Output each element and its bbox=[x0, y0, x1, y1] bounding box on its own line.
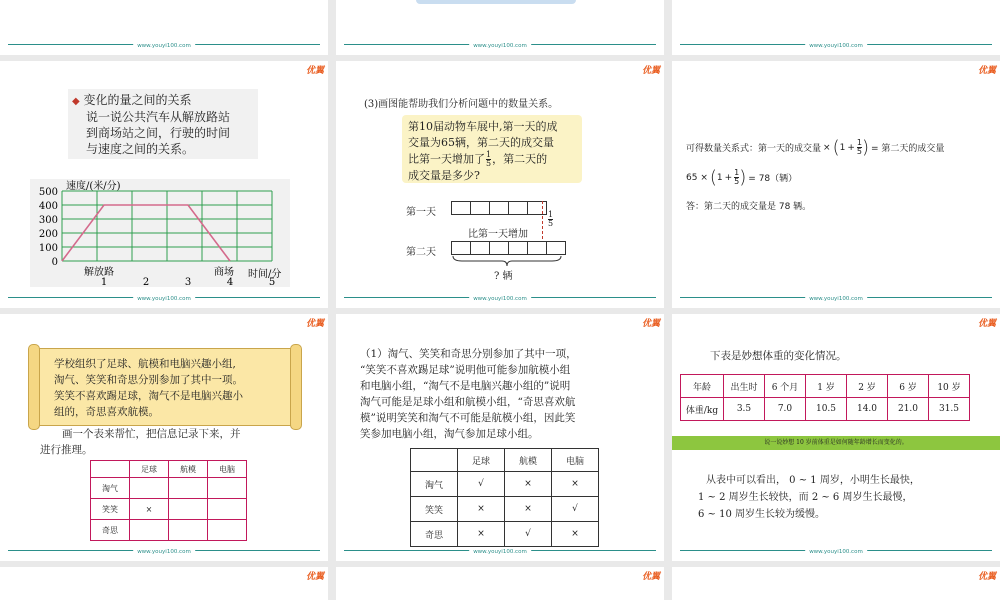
table-cell: √ bbox=[458, 472, 505, 497]
section-heading bbox=[72, 91, 192, 108]
slide-reasoning-answer[interactable] bbox=[336, 314, 664, 561]
row-label: 淘气 bbox=[411, 472, 458, 497]
row-label: 奇思 bbox=[411, 522, 458, 547]
table-row bbox=[411, 472, 599, 497]
scroll-line: 学校组织了足球、航模和电脑兴趣小组, bbox=[54, 358, 236, 370]
table-cell: 7.0 bbox=[765, 398, 806, 421]
table-cell: × bbox=[505, 472, 552, 497]
weight-table bbox=[680, 374, 970, 421]
table-cell[interactable] bbox=[208, 520, 247, 541]
problem-box bbox=[402, 115, 582, 183]
prompt-text bbox=[40, 426, 241, 458]
reasoning-line: “笑笑不喜欢踢足球”说明他可能参加航模小组 bbox=[360, 364, 571, 376]
day2-label: 第二天 bbox=[406, 247, 436, 258]
conclusion-line: 1 ~ 2 周岁生长较快，而 2 ~ 6 周岁生长最慢， bbox=[698, 492, 913, 503]
table-cell: √ bbox=[505, 522, 552, 547]
fraction bbox=[486, 151, 491, 168]
table-row bbox=[91, 478, 247, 499]
table-cell[interactable] bbox=[169, 499, 208, 520]
x-tick-label: 1 bbox=[100, 277, 108, 288]
prompt-line: 画一个表来帮忙，把信息记录下来，并 bbox=[62, 428, 241, 440]
question-label: ? 辆 bbox=[494, 271, 513, 282]
dashed-guide bbox=[542, 201, 543, 239]
table-cell: 21.0 bbox=[888, 398, 929, 421]
table-row bbox=[91, 520, 247, 541]
table-header-row bbox=[91, 461, 247, 478]
increase-label: 比第一天增加 bbox=[468, 229, 528, 240]
slide-bottom-left bbox=[0, 567, 328, 600]
banner-text: 说一说妙想 10 岁前体重是如何随年龄增长而变化的。 bbox=[764, 439, 908, 446]
table-cell[interactable] bbox=[169, 520, 208, 541]
table-header: 6 个月 bbox=[765, 375, 806, 398]
logo: 优翼 bbox=[641, 572, 660, 582]
total-brace bbox=[452, 255, 562, 267]
relation-text: 可得数量关系式：第一天的成交量 bbox=[686, 144, 822, 154]
table-header: 足球 bbox=[458, 449, 505, 472]
scroll-line: 淘气、笑笑和奇思分别参加了其中一项。 bbox=[54, 374, 243, 386]
empty-reasoning-table bbox=[90, 460, 247, 541]
diamond-icon: ◆ bbox=[72, 96, 80, 107]
slide-bottom-middle bbox=[336, 567, 664, 600]
footer-url: www.youyi100.com bbox=[805, 296, 867, 302]
question-line: 到商场站之间，行驶的时间 bbox=[86, 126, 231, 140]
table-row bbox=[91, 499, 247, 520]
row-label: 奇思 bbox=[91, 520, 130, 541]
speed-time-chart bbox=[20, 179, 300, 289]
footer-url: www.youyi100.com bbox=[805, 43, 867, 49]
table-cell bbox=[91, 461, 130, 478]
fraction-denominator: 5 bbox=[548, 219, 554, 228]
problem-line bbox=[408, 151, 576, 168]
day1-bar bbox=[452, 201, 547, 215]
reasoning-text bbox=[360, 346, 577, 442]
question-line: 说一说公共汽车从解放路站 bbox=[86, 110, 231, 124]
slide-bottom-right bbox=[672, 567, 1000, 600]
slide-speed-graph[interactable] bbox=[0, 61, 328, 308]
y-axis-label: 速度/(米/分) bbox=[66, 181, 121, 192]
slide-weight-table[interactable] bbox=[672, 314, 1000, 561]
green-banner bbox=[672, 436, 1000, 450]
table-header: 2 岁 bbox=[847, 375, 888, 398]
reasoning-line: （1）淘气、笑笑和奇思分别参加了其中一项， bbox=[360, 348, 577, 360]
slide-top-middle bbox=[336, 0, 664, 55]
open-paren: ( bbox=[832, 137, 840, 158]
table-row bbox=[411, 522, 599, 547]
fraction-denominator: 5 bbox=[734, 177, 740, 186]
table-header: 年龄 bbox=[681, 375, 724, 398]
increase-fraction bbox=[548, 211, 553, 228]
start-stop-label: 解放路 bbox=[84, 267, 114, 278]
footer-url: www.youyi100.com bbox=[805, 549, 867, 555]
slide-answer[interactable] bbox=[672, 61, 1000, 308]
y-tick-label: 0 bbox=[51, 257, 58, 268]
table-cell: 10.5 bbox=[806, 398, 847, 421]
table-cell[interactable] bbox=[130, 478, 169, 499]
table-cell: 31.5 bbox=[929, 398, 970, 421]
table-cell: × bbox=[458, 497, 505, 522]
calc-text: 65 × bbox=[686, 172, 708, 183]
scroll-text bbox=[54, 356, 243, 420]
logo: 优翼 bbox=[977, 66, 996, 76]
y-tick-label: 300 bbox=[38, 215, 58, 226]
day1-label: 第一天 bbox=[406, 207, 436, 218]
y-tick-label: 500 bbox=[38, 187, 58, 198]
table-row bbox=[411, 497, 599, 522]
prompt-line: 进行推理。 bbox=[40, 444, 93, 456]
table-header: 航模 bbox=[505, 449, 552, 472]
relation-text: = 第二天的成交量 bbox=[871, 144, 945, 154]
logo: 优翼 bbox=[641, 66, 660, 76]
x-tick-label: 5 bbox=[268, 277, 276, 288]
table-header: 航模 bbox=[169, 461, 208, 478]
table-cell: √ bbox=[552, 497, 599, 522]
end-stop-label: 商场 bbox=[214, 267, 234, 278]
table-header: 电脑 bbox=[552, 449, 599, 472]
y-tick-label: 100 bbox=[38, 243, 58, 254]
footer-url: www.youyi100.com bbox=[133, 296, 195, 302]
conclusion-line: 从表中可以看出， 0 ~ 1 周岁，小明生长最快， bbox=[706, 475, 920, 486]
table-cell: × bbox=[552, 472, 599, 497]
table-cell: × bbox=[552, 522, 599, 547]
heading-text: 变化的量之间的关系 bbox=[83, 93, 192, 107]
table-header: 出生时 bbox=[724, 375, 765, 398]
scroll-line: 笑笑不喜欢踢足球，淘气不是电脑兴趣小 bbox=[54, 390, 243, 402]
table-header-row bbox=[681, 375, 970, 398]
reasoning-line: 模”说明笑笑和淘气不可能是航模小组，因此笑 bbox=[360, 412, 576, 424]
table-cell: × bbox=[505, 497, 552, 522]
row-label: 体重/kg bbox=[681, 398, 724, 421]
slide-interest-groups[interactable] bbox=[0, 314, 328, 561]
logo: 优翼 bbox=[305, 66, 324, 76]
close-paren: ) bbox=[861, 137, 869, 158]
row-label: 笑笑 bbox=[91, 499, 130, 520]
row-label: 笑笑 bbox=[411, 497, 458, 522]
footer-url: www.youyi100.com bbox=[469, 549, 531, 555]
x-tick-label: 4 bbox=[226, 277, 234, 288]
reasoning-answer-table bbox=[410, 448, 599, 547]
footer-url: www.youyi100.com bbox=[133, 43, 195, 49]
problem-line: 第10届动物车展中,第一天的成 bbox=[408, 120, 558, 133]
table-cell: × bbox=[458, 522, 505, 547]
calc-equation bbox=[686, 167, 797, 188]
table-header: 1 岁 bbox=[806, 375, 847, 398]
close-paren: ) bbox=[739, 167, 747, 188]
y-tick-label: 200 bbox=[38, 229, 58, 240]
footer-url: www.youyi100.com bbox=[469, 296, 531, 302]
table-cell: 3.5 bbox=[724, 398, 765, 421]
one: 1 bbox=[839, 142, 846, 153]
problem-text: 比第一天增加了 bbox=[408, 152, 485, 166]
table-cell[interactable]: × bbox=[130, 499, 169, 520]
fraction-numerator: 1 bbox=[548, 210, 554, 219]
x-tick-label: 3 bbox=[184, 277, 192, 288]
fraction-numerator: 1 bbox=[486, 150, 492, 159]
slide-car-show[interactable] bbox=[336, 61, 664, 308]
fraction-denominator: 5 bbox=[856, 147, 862, 156]
reasoning-line: 淘气可能是足球小组和航模小组，“奇思喜欢航 bbox=[360, 396, 576, 408]
question-line: 与速度之间的关系。 bbox=[86, 142, 195, 156]
reasoning-line: 和电脑小组，“淘气不是电脑兴趣小组的”说明 bbox=[360, 380, 571, 392]
table-header-row bbox=[411, 449, 599, 472]
scroll-left-roll bbox=[28, 344, 40, 430]
logo: 优翼 bbox=[641, 319, 660, 329]
logo: 优翼 bbox=[305, 572, 324, 582]
y-tick-label: 400 bbox=[38, 201, 58, 212]
logo: 优翼 bbox=[305, 319, 324, 329]
x-axis-label: 时间/分 bbox=[248, 269, 282, 280]
relation-equation bbox=[686, 137, 944, 158]
table-cell[interactable] bbox=[208, 478, 247, 499]
slide-top-left bbox=[0, 0, 328, 55]
problem-line: 成交量是多少? bbox=[408, 169, 480, 182]
row-label: 淘气 bbox=[91, 478, 130, 499]
calc-text: = 78（辆） bbox=[748, 174, 798, 184]
table-row bbox=[681, 398, 970, 421]
fraction-numerator: 1 bbox=[734, 168, 740, 177]
footer-url: www.youyi100.com bbox=[469, 43, 531, 49]
slide-top-right bbox=[672, 0, 1000, 55]
question-text bbox=[86, 109, 230, 157]
conclusion-text bbox=[698, 472, 920, 523]
times-sign: × bbox=[823, 142, 831, 153]
scroll-right-roll bbox=[290, 344, 302, 430]
table-cell[interactable] bbox=[208, 499, 247, 520]
x-tick-label: 2 bbox=[142, 277, 150, 288]
scroll-line: 组的，奇思喜欢航模。 bbox=[54, 406, 159, 418]
intro-text: 下表是妙想体重的变化情况。 bbox=[710, 350, 847, 362]
conclusion-line: 6 ~ 10 周岁生长较为缓慢。 bbox=[698, 509, 826, 520]
table-header: 足球 bbox=[130, 461, 169, 478]
table-header: 6 岁 bbox=[888, 375, 929, 398]
plus-sign: + bbox=[724, 172, 733, 183]
slide-image-fragment bbox=[416, 0, 576, 4]
problem-line: 交量为65辆，第二天的成交量 bbox=[408, 136, 554, 149]
fraction-denominator: 5 bbox=[486, 159, 492, 168]
plus-sign: + bbox=[847, 142, 855, 153]
table-cell[interactable] bbox=[130, 520, 169, 541]
logo: 优翼 bbox=[977, 572, 996, 582]
table-cell: 14.0 bbox=[847, 398, 888, 421]
one: 1 bbox=[716, 172, 723, 183]
fraction-numerator: 1 bbox=[856, 138, 862, 147]
intro-text: (3)画图能帮助我们分析问题中的数量关系。 bbox=[364, 99, 559, 110]
table-cell[interactable] bbox=[169, 478, 208, 499]
problem-text: ，第二天的 bbox=[492, 152, 548, 166]
table-cell bbox=[411, 449, 458, 472]
table-header: 10 岁 bbox=[929, 375, 970, 398]
logo: 优翼 bbox=[977, 319, 996, 329]
answer-text: 答：第二天的成交量是 78 辆。 bbox=[686, 202, 812, 212]
table-header: 电脑 bbox=[208, 461, 247, 478]
open-paren: ( bbox=[709, 167, 717, 188]
reasoning-line: 笑参加电脑小组，淘气参加足球小组。 bbox=[360, 428, 539, 440]
footer-url: www.youyi100.com bbox=[133, 549, 195, 555]
day2-bar bbox=[452, 241, 566, 255]
